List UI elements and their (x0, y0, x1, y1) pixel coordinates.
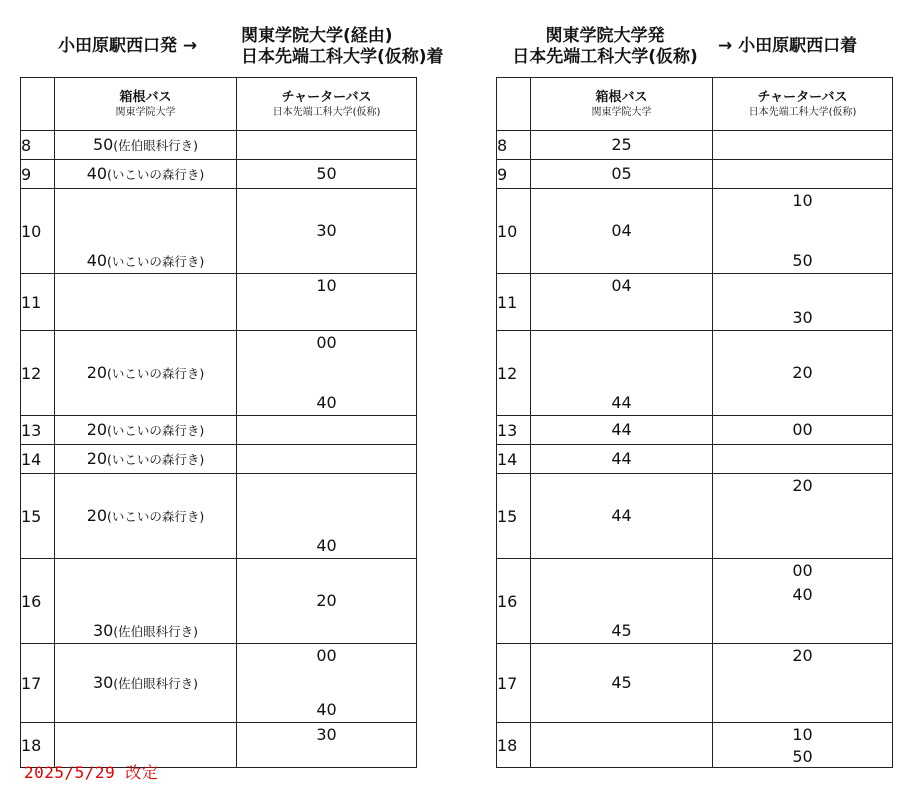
charter-bus-cell (713, 160, 893, 189)
right-origin-line1: 関東学院大学発 (545, 26, 665, 46)
right-timetable (496, 77, 893, 768)
departure-minute-text: 10 (792, 191, 813, 210)
right-destination-title: → 小田原駅西口着 (718, 36, 858, 56)
hakone-bus-cell (55, 559, 237, 644)
departure-minute (713, 585, 892, 605)
departure-minute (237, 164, 416, 184)
hour-cell: 11 (21, 274, 55, 331)
column-title: チャーターバス (757, 89, 848, 105)
charter-bus-header (713, 78, 893, 131)
hakone-bus-cell (55, 445, 237, 474)
hour-cell: 10 (21, 189, 55, 274)
hour-cell: 15 (21, 474, 55, 559)
hour-row (21, 559, 417, 644)
charter-bus-cell (237, 331, 417, 416)
hour-row (21, 644, 417, 723)
charter-bus-cell (713, 274, 893, 331)
departure-minute-text: 04 (611, 221, 632, 240)
departure-minute (237, 700, 416, 720)
hour-row (497, 559, 893, 644)
right-origin-title (496, 26, 714, 68)
hakone-bus-cell (531, 331, 713, 416)
hour-header-cell (497, 78, 531, 131)
departure-minute-text: 00 (316, 646, 337, 665)
departure-minute-text: 20 (316, 591, 337, 610)
departure-minute-text: 30 (792, 308, 813, 327)
hour-row (21, 160, 417, 189)
charter-bus-cell (237, 160, 417, 189)
departure-minute-text: 20 (792, 363, 813, 382)
departure-entry-with-destination (55, 135, 236, 155)
departure-minute-text: 10 (792, 725, 813, 744)
departure-minute (531, 449, 712, 469)
departure-entry-with-destination (55, 251, 236, 271)
destination-note: (いこいの森行き) (107, 254, 205, 269)
departure-entry-with-destination (55, 673, 236, 693)
charter-bus-cell (713, 331, 893, 416)
hour-cell: 8 (497, 131, 531, 160)
hour-header-cell (21, 78, 55, 131)
hour-cell: 18 (497, 723, 531, 768)
hour-cell: 16 (497, 559, 531, 644)
hour-row (497, 331, 893, 416)
header-row (497, 78, 893, 131)
charter-bus-cell (713, 189, 893, 274)
destination-note: (いこいの森行き) (107, 452, 205, 467)
destination-note: (いこいの森行き) (107, 366, 205, 381)
hour-row (497, 274, 893, 331)
hakone-bus-cell (531, 274, 713, 331)
hakone-bus-cell (55, 131, 237, 160)
charter-bus-cell (237, 416, 417, 445)
hour-row (497, 723, 893, 768)
departure-minute (531, 673, 712, 693)
departure-minute-text: 45 (611, 673, 632, 692)
departure-minute (237, 333, 416, 353)
hour-cell: 10 (497, 189, 531, 274)
departure-minute (713, 476, 892, 496)
hour-cell: 17 (21, 644, 55, 723)
hour-row (497, 644, 893, 723)
departure-minute (713, 747, 892, 767)
left-timetable (20, 77, 417, 768)
hour-row (21, 274, 417, 331)
departure-minute (531, 506, 712, 526)
departure-minute (713, 646, 892, 666)
departure-minute-text: 00 (792, 561, 813, 580)
departure-minute (713, 251, 892, 271)
departure-minute (713, 191, 892, 211)
departure-minute (237, 221, 416, 241)
departure-minute-text: 20 (86, 420, 108, 439)
column-subtitle: 関東学院大学 (115, 106, 176, 118)
charter-bus-cell (237, 131, 417, 160)
departure-minute-text: 40 (792, 585, 813, 604)
hakone-bus-cell (55, 274, 237, 331)
hour-cell: 15 (497, 474, 531, 559)
destination-note: (いこいの森行き) (107, 167, 205, 182)
hakone-bus-cell (55, 331, 237, 416)
departure-entry-with-destination (55, 164, 236, 184)
charter-bus-cell (237, 274, 417, 331)
hour-cell: 9 (497, 160, 531, 189)
hour-cell: 9 (21, 160, 55, 189)
departure-minute-text: 45 (611, 621, 632, 640)
departure-minute-text: 30 (316, 221, 337, 240)
hakone-bus-cell (531, 189, 713, 274)
hakone-bus-cell (531, 445, 713, 474)
departure-minute (531, 420, 712, 440)
departure-minute (531, 393, 712, 413)
hour-cell: 14 (21, 445, 55, 474)
departure-minute (531, 135, 712, 155)
hour-row (497, 474, 893, 559)
destination-note: (佐伯眼科行き) (113, 624, 199, 639)
departure-minute-text: 20 (86, 449, 108, 468)
charter-bus-cell (237, 474, 417, 559)
hour-cell: 12 (21, 331, 55, 416)
departure-minute-text: 10 (316, 276, 337, 295)
hour-cell: 13 (497, 416, 531, 445)
charter-bus-cell (713, 416, 893, 445)
departure-minute-text: 50 (792, 747, 813, 766)
departure-minute (531, 621, 712, 641)
charter-bus-cell (713, 559, 893, 644)
departure-minute (713, 725, 892, 745)
hakone-bus-cell (531, 474, 713, 559)
departure-minute (713, 363, 892, 383)
left-destination-line1: 関東学院大学(経由) (241, 26, 393, 46)
departure-minute-text: 05 (611, 164, 632, 183)
departure-minute-text: 44 (611, 393, 632, 412)
departure-minute-text: 40 (316, 700, 337, 719)
destination-note: (佐伯眼科行き) (113, 138, 199, 153)
hour-row (21, 189, 417, 274)
charter-bus-header (237, 78, 417, 131)
hakone-bus-cell (531, 131, 713, 160)
hour-cell: 14 (497, 445, 531, 474)
hakone-bus-cell (55, 189, 237, 274)
hakone-bus-cell (55, 644, 237, 723)
departure-minute-text: 44 (611, 506, 632, 525)
column-title: 箱根バス (119, 89, 172, 105)
departure-minute (713, 420, 892, 440)
charter-bus-cell (237, 189, 417, 274)
departure-minute-text: 04 (611, 276, 632, 295)
column-subtitle: 日本先端工科大学(仮称) (272, 106, 381, 118)
departure-minute (531, 276, 712, 296)
departure-minute (237, 276, 416, 296)
timetable-body (21, 131, 417, 768)
departure-minute (237, 725, 416, 745)
departure-minute-text: 50 (792, 251, 813, 270)
departure-minute (531, 164, 712, 184)
departure-minute-text: 50 (316, 164, 337, 183)
charter-bus-cell (713, 723, 893, 768)
hakone-bus-cell (55, 160, 237, 189)
charter-bus-cell (713, 445, 893, 474)
hour-cell: 16 (21, 559, 55, 644)
departure-minute-text: 40 (316, 536, 337, 555)
hakone-bus-cell (531, 723, 713, 768)
hakone-bus-header (55, 78, 237, 131)
hour-row (497, 445, 893, 474)
departure-minute-text: 00 (792, 420, 813, 439)
departure-minute-text: 30 (92, 673, 114, 692)
departure-minute-text: 44 (611, 420, 632, 439)
hakone-bus-cell (531, 559, 713, 644)
right-origin-line2: 日本先端工科大学(仮称) (512, 47, 698, 67)
hour-row (497, 131, 893, 160)
departure-minute-text: 20 (792, 646, 813, 665)
departure-entry-with-destination (55, 420, 236, 440)
hakone-bus-cell (55, 416, 237, 445)
destination-note: (佐伯眼科行き) (113, 676, 199, 691)
hour-row (21, 331, 417, 416)
hour-cell: 11 (497, 274, 531, 331)
departure-minute-text: 30 (316, 725, 337, 744)
charter-bus-cell (237, 559, 417, 644)
hour-row (21, 474, 417, 559)
departure-minute-text: 20 (86, 506, 108, 525)
hour-row (497, 160, 893, 189)
hour-cell: 18 (21, 723, 55, 768)
charter-bus-cell (713, 131, 893, 160)
departure-minute-text: 50 (92, 135, 114, 154)
hour-row (497, 189, 893, 274)
hour-cell: 12 (497, 331, 531, 416)
departure-minute (237, 591, 416, 611)
departure-minute-text: 44 (611, 449, 632, 468)
hour-cell: 13 (21, 416, 55, 445)
column-title: チャーターバス (281, 89, 372, 105)
departure-minute (237, 393, 416, 413)
departure-entry-with-destination (55, 449, 236, 469)
hakone-bus-header (531, 78, 713, 131)
destination-note: (いこいの森行き) (107, 509, 205, 524)
revision-date: 2025/5/29 改定 (24, 763, 159, 782)
charter-bus-cell (713, 644, 893, 723)
header-row (21, 78, 417, 131)
departure-minute (713, 308, 892, 328)
left-destination-title (241, 26, 444, 68)
departure-minute-text: 25 (611, 135, 632, 154)
charter-bus-cell (713, 474, 893, 559)
charter-bus-cell (237, 723, 417, 768)
hour-row (21, 445, 417, 474)
timetable-body (497, 131, 893, 768)
left-destination-line2: 日本先端工科大学(仮称)着 (241, 47, 444, 67)
departure-minute-text: 20 (86, 363, 108, 382)
departure-minute-text: 00 (316, 333, 337, 352)
departure-entry-with-destination (55, 621, 236, 641)
departure-minute-text: 40 (86, 164, 108, 183)
hour-row (21, 416, 417, 445)
departure-minute (713, 561, 892, 581)
hakone-bus-cell (55, 474, 237, 559)
departure-entry-with-destination (55, 506, 236, 526)
departure-minute (237, 536, 416, 556)
column-title: 箱根バス (595, 89, 648, 105)
departure-minute-text: 40 (86, 251, 108, 270)
column-subtitle: 関東学院大学 (591, 106, 652, 118)
charter-bus-cell (237, 644, 417, 723)
departure-entry-with-destination (55, 363, 236, 383)
destination-note: (いこいの森行き) (107, 423, 205, 438)
column-subtitle: 日本先端工科大学(仮称) (748, 106, 857, 118)
hour-cell: 8 (21, 131, 55, 160)
departure-minute-text: 20 (792, 476, 813, 495)
departure-minute (237, 646, 416, 666)
charter-bus-cell (237, 445, 417, 474)
hour-row (21, 131, 417, 160)
hour-row (497, 416, 893, 445)
hakone-bus-cell (531, 416, 713, 445)
departure-minute (531, 221, 712, 241)
hakone-bus-cell (531, 160, 713, 189)
hour-cell: 17 (497, 644, 531, 723)
departure-minute-text: 40 (316, 393, 337, 412)
left-origin-title: 小田原駅西口発 → (58, 36, 198, 56)
hakone-bus-cell (531, 644, 713, 723)
departure-minute-text: 30 (92, 621, 114, 640)
